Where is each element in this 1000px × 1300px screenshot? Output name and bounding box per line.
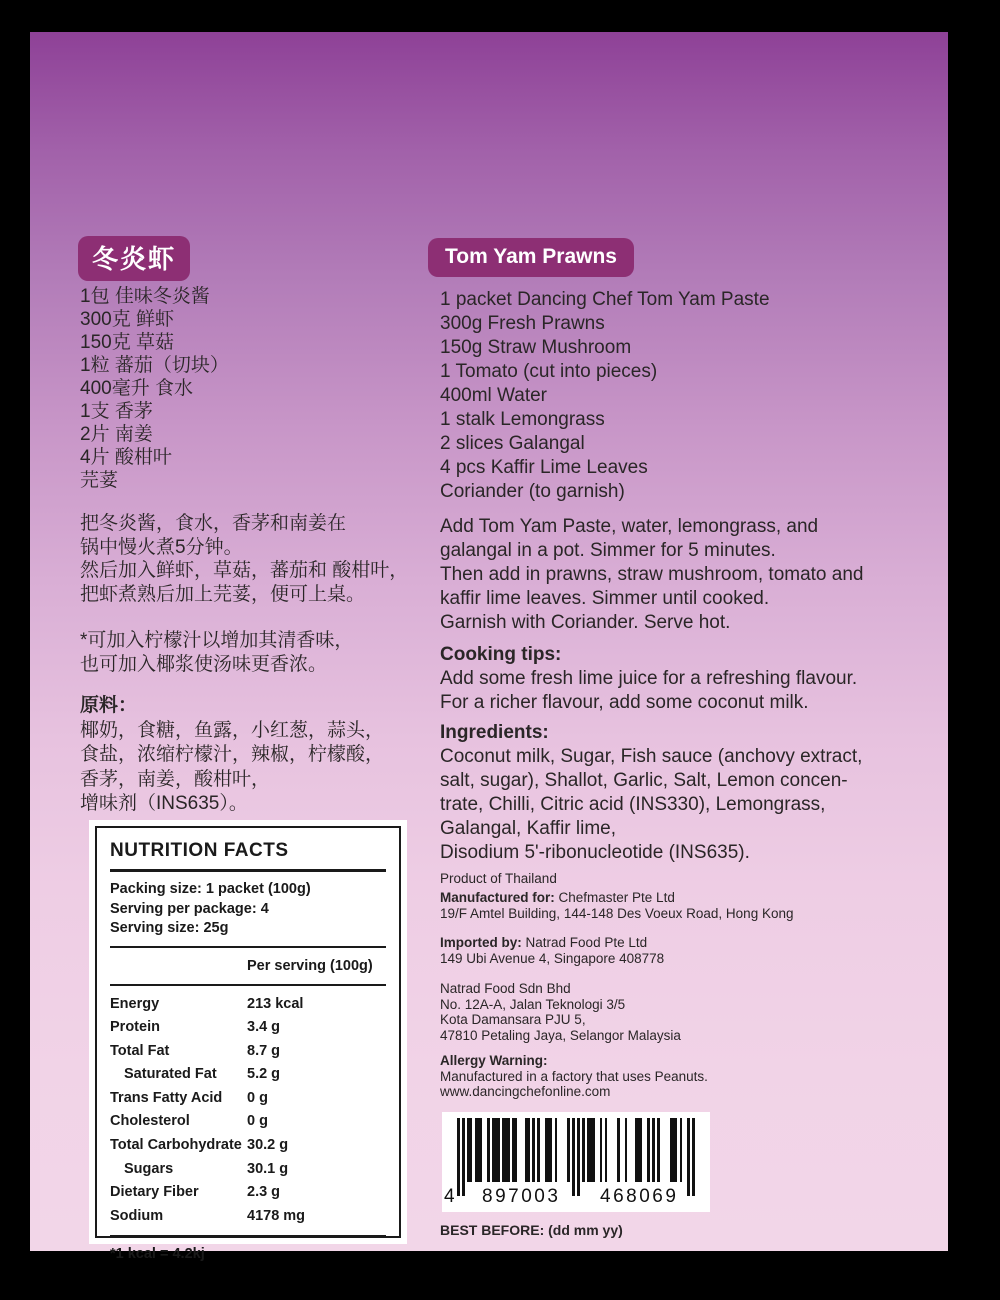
ingredient-list-english: 1 packet Dancing Chef Tom Yam Paste 300g Fresh Prawns 150g Straw Mushroom 1 Tomato (cut into pieces) 400ml Water 1 stalk Lemongrass 2 slices Galangal 4 pcs Kaffir Lime Leaves Coriander (to garnish) (440, 289, 770, 502)
barcode-digits (442, 1184, 710, 1210)
distributor-block: Natrad Food Sdn Bhd No. 12A-A, Jalan Teknologi 3/5 Kota Damansara PJU 5, 47810 Petaling Jaya, Selangor Malaysia (440, 981, 681, 1043)
divider (110, 1235, 386, 1237)
manufactured-for-address: 19/F Amtel Building, 144-148 Des Voeux Road, Hong Kong (440, 905, 794, 921)
ingredients-heading-english: Ingredients: (440, 722, 549, 743)
barcode-digit-group2: 468069 (600, 1186, 679, 1207)
barcode-digit-prefix: 4 (444, 1186, 458, 1207)
origin-statement: Product of Thailand (440, 871, 557, 886)
nutrition-row-cholesterol: Cholesterol 0 g (110, 1113, 268, 1130)
nutrition-row-sodium: Sodium 4178 mg (110, 1207, 306, 1224)
manufacturer-block (440, 890, 793, 921)
website-text: www.dancingchefonline.com (440, 1084, 611, 1099)
ingredients-text-english: Coconut milk, Sugar, Fish sauce (anchovy extract, salt, sugar), Shallot, Garlic, Salt, Lemon concen- trate, Chilli, Citric acid (INS330), Lemongrass, Galangal, Kaffir lime, Disodium 5'-ribonucleotide (INS635). (440, 746, 863, 863)
manufactured-for-name: Chefmaster Pte Ltd (558, 890, 675, 905)
cooking-tips-text: Add some fresh lime juice for a refreshing flavour. For a richer flavour, add some coconut milk. (440, 668, 858, 713)
recipe-title-chinese: 冬炎虾 (78, 236, 190, 281)
imported-by-label: Imported by: (440, 935, 522, 950)
nutrition-row-carbohydrate: Total Carbohydrate 30.2 g (110, 1137, 289, 1154)
nutrition-row-trans-fat: Trans Fatty Acid 0 g (110, 1089, 268, 1106)
cooking-note-chinese: *可加入柠檬汁以增加其清香味， 也可加入椰浆使汤味更香浓。 (80, 630, 354, 675)
nutrition-row-protein: Protein 3.4 g (110, 1019, 281, 1036)
nutrition-footnote: *1 kcal = 4.2kj (110, 1246, 205, 1263)
ingredients-section-chinese (80, 694, 384, 817)
recipe-title-english: Tom Yam Prawns (428, 238, 634, 277)
allergy-warning-text: Manufactured in a factory that uses Peanuts. (440, 1068, 708, 1084)
importer-block (440, 935, 664, 966)
imported-by-address: 149 Ubi Avenue 4, Singapore 408778 (440, 950, 665, 966)
ingredients-text-chinese: 椰奶，食糖，鱼露，小红葱，蒜头， 食盐，浓缩柠檬汁，辣椒，柠檬酸， 香茅，南姜，酸柑叶， 增味剂（INS635）。 (80, 719, 385, 814)
nutrition-row-saturated-fat: Saturated Fat 5.2 g (124, 1066, 281, 1083)
cooking-tips-heading: Cooking tips: (440, 644, 562, 665)
nutrition-row-fiber: Dietary Fiber 2.3 g (110, 1184, 281, 1201)
nutrition-row-energy: Energy 213 kcal (110, 995, 304, 1012)
ingredients-section-english (440, 721, 945, 865)
package-label (30, 32, 948, 1263)
imported-by-name: Natrad Food Pte Ltd (525, 935, 648, 950)
divider (110, 946, 386, 948)
ingredient-list-chinese: 1包 佳味冬炎酱 300克 鲜虾 150克 草菇 1粒 蕃茄（切块） 400毫升 食水 1支 香茅 2片 南姜 4片 酸柑叶 芫荽 (80, 286, 229, 491)
best-before-text: BEST BEFORE: (dd mm yy) (440, 1222, 623, 1238)
nutrition-title: NUTRITION FACTS (110, 840, 289, 861)
nutrition-row-total-fat: Total Fat 8.7 g (110, 1042, 281, 1059)
divider (110, 984, 386, 986)
directions-english: Add Tom Yam Paste, water, lemongrass, and galangal in a pot. Simmer for 5 minutes. Then add in prawns, straw mushroom, tomato and kaffir lime leaves. Simmer until cooked. Garnish with Coriander. Serve hot. (440, 516, 864, 633)
allergy-warning-block (440, 1053, 708, 1100)
nutrition-column-header: Per serving (100g) (247, 957, 373, 974)
nutrition-row-sugars: Sugars 30.1 g (124, 1160, 289, 1177)
ingredients-heading-chinese: 原料： (80, 695, 138, 716)
barcode-digit-group1: 897003 (482, 1186, 561, 1207)
nutrition-serving-info: Packing size: 1 packet (100g) Serving per package: 4 Serving size: 25g (110, 881, 311, 936)
cooking-tips-section (440, 643, 945, 715)
divider (110, 869, 386, 872)
manufactured-for-label: Manufactured for: (440, 890, 555, 905)
directions-chinese: 把冬炎酱，食水，香茅和南姜在 锅中慢火煮5分钟。 然后加入鲜虾，草菇，蕃茄和 酸柑叶， 把虾煮熟后加上芫荽，便可上桌。 (80, 513, 409, 605)
barcode (442, 1112, 710, 1212)
nutrition-facts-panel (95, 826, 401, 1263)
allergy-warning-heading: Allergy Warning: (440, 1053, 548, 1068)
